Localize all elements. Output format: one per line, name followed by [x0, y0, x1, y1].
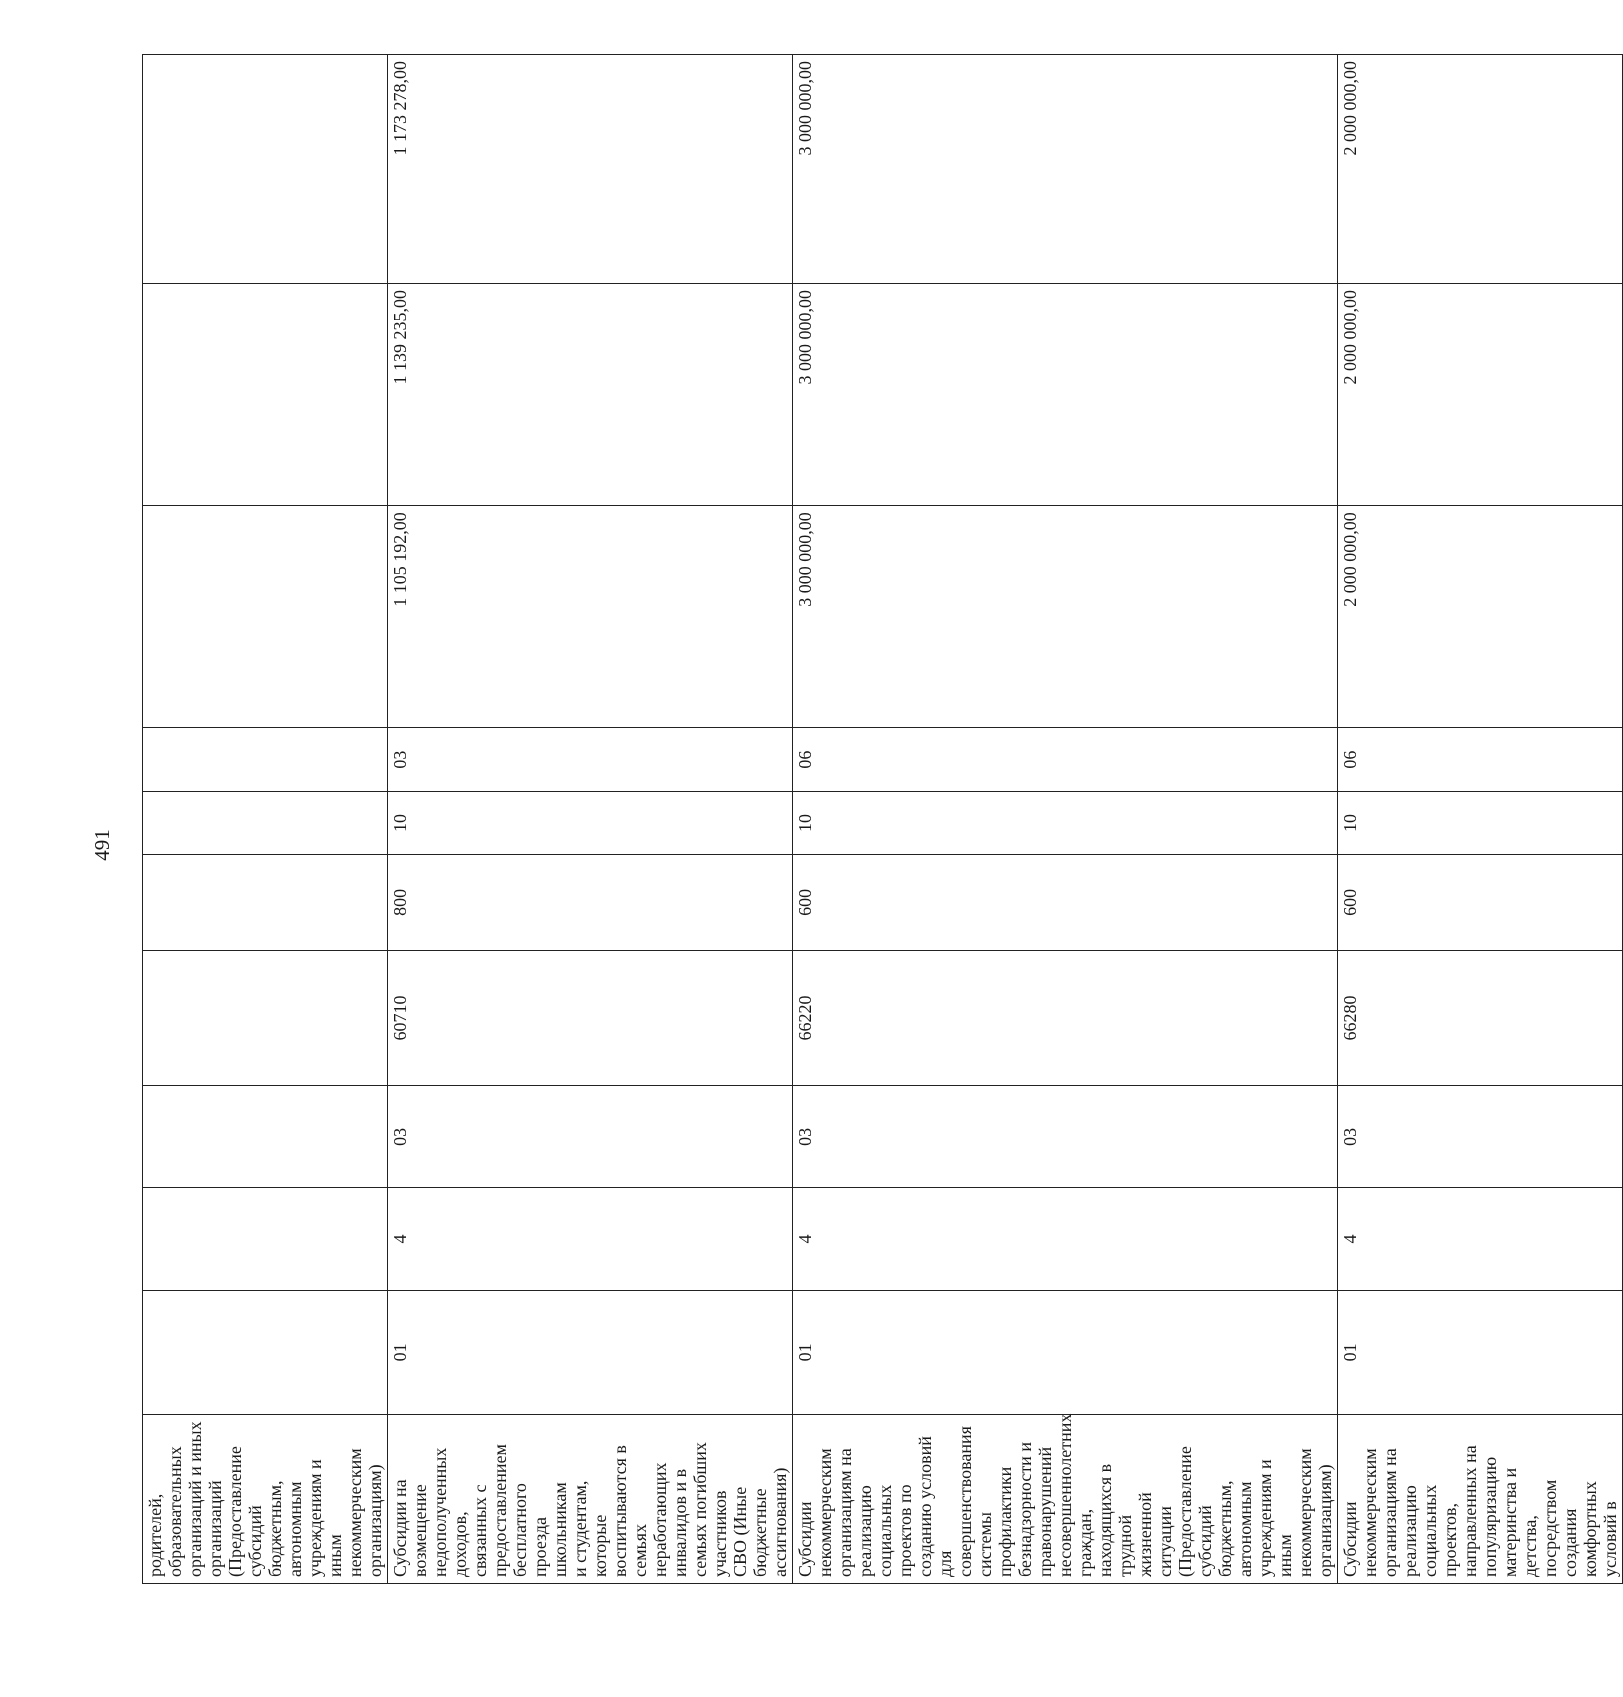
row-expense-type: 800 [388, 855, 793, 951]
row-subprogram-code: 4 [793, 1188, 1338, 1290]
row-subprogram-code: 4 [1338, 1188, 1623, 1290]
row-group-code: 03 [1338, 1086, 1623, 1188]
row-expense-type [143, 855, 388, 951]
row-subsection: 06 [793, 728, 1338, 791]
row-subsection: 03 [388, 728, 793, 791]
row-program-code: 01 [1338, 1290, 1623, 1414]
row-program-code [143, 1290, 388, 1414]
row-article-code [143, 950, 388, 1086]
row-sum-1: 2 000 000,00 [1338, 506, 1623, 728]
row-sum-1 [143, 506, 388, 728]
row-sum-2: 3 000 000,00 [793, 283, 1338, 505]
row-sum-3 [143, 55, 388, 284]
row-expense-type: 600 [793, 855, 1338, 951]
table-row [388, 55, 793, 1584]
row-group-code: 03 [793, 1086, 1338, 1188]
row-subprogram-code [143, 1188, 388, 1290]
row-sum-3: 3 000 000,00 [793, 55, 1338, 284]
row-description: Субсидии на возмещение недополученных доходов, связанных с предоставлением бесплатного проезда школьникам и студентам, которые воспитываются в семьях неработающих инвалидов и в семьях погибших участников СВО (Иные бюджетные ассигнования) [388, 1415, 793, 1584]
row-sum-1: 3 000 000,00 [793, 506, 1338, 728]
row-sum-3: 2 000 000,00 [1338, 55, 1623, 284]
row-article-code: 60710 [388, 950, 793, 1086]
row-section: 10 [793, 791, 1338, 854]
row-description: родителей, образовательных организаций и иных организаций (Предоставление субсидий бюджетным, автономным учреждениям и иным некоммерческим организациям) [143, 1415, 388, 1584]
table-row [1338, 55, 1623, 1584]
row-subprogram-code: 4 [388, 1188, 793, 1290]
row-sum-1: 1 105 192,00 [388, 506, 793, 728]
table-row [793, 55, 1338, 1584]
row-expense-type: 600 [1338, 855, 1623, 951]
row-subsection [143, 728, 388, 791]
row-sum-2: 2 000 000,00 [1338, 283, 1623, 505]
row-sum-2: 1 139 235,00 [388, 283, 793, 505]
row-sum-2 [143, 283, 388, 505]
row-program-code: 01 [388, 1290, 793, 1414]
row-sum-3: 1 173 278,00 [388, 55, 793, 284]
row-group-code: 03 [388, 1086, 793, 1188]
row-description: Субсидии некоммерческим организациям на реализацию социальных проектов, направленных на популяризацию материнства и детства, посредством создания комфортных условий в [1338, 1415, 1623, 1584]
budget-table-rotated [142, 54, 1620, 1584]
page-number: 491 [90, 829, 114, 861]
row-section: 10 [1338, 791, 1623, 854]
row-article-code: 66220 [793, 950, 1338, 1086]
row-article-code: 66280 [1338, 950, 1623, 1086]
row-description: Субсидии некоммерческим организациям на реализацию социальных проектов по созданию условий для совершенствования системы профилактики безнадзорности и правонарушений несовершеннолетних граждан, находящихся в трудной жизненной ситуации (Предоставление субсидий бюджетным, автономным учреждениям и иным некоммерческим организациям) [793, 1415, 1338, 1584]
row-subsection: 06 [1338, 728, 1623, 791]
row-section: 10 [388, 791, 793, 854]
row-program-code: 01 [793, 1290, 1338, 1414]
row-group-code [143, 1086, 388, 1188]
table-row [143, 55, 388, 1584]
budget-table [142, 54, 1623, 1584]
row-section [143, 791, 388, 854]
